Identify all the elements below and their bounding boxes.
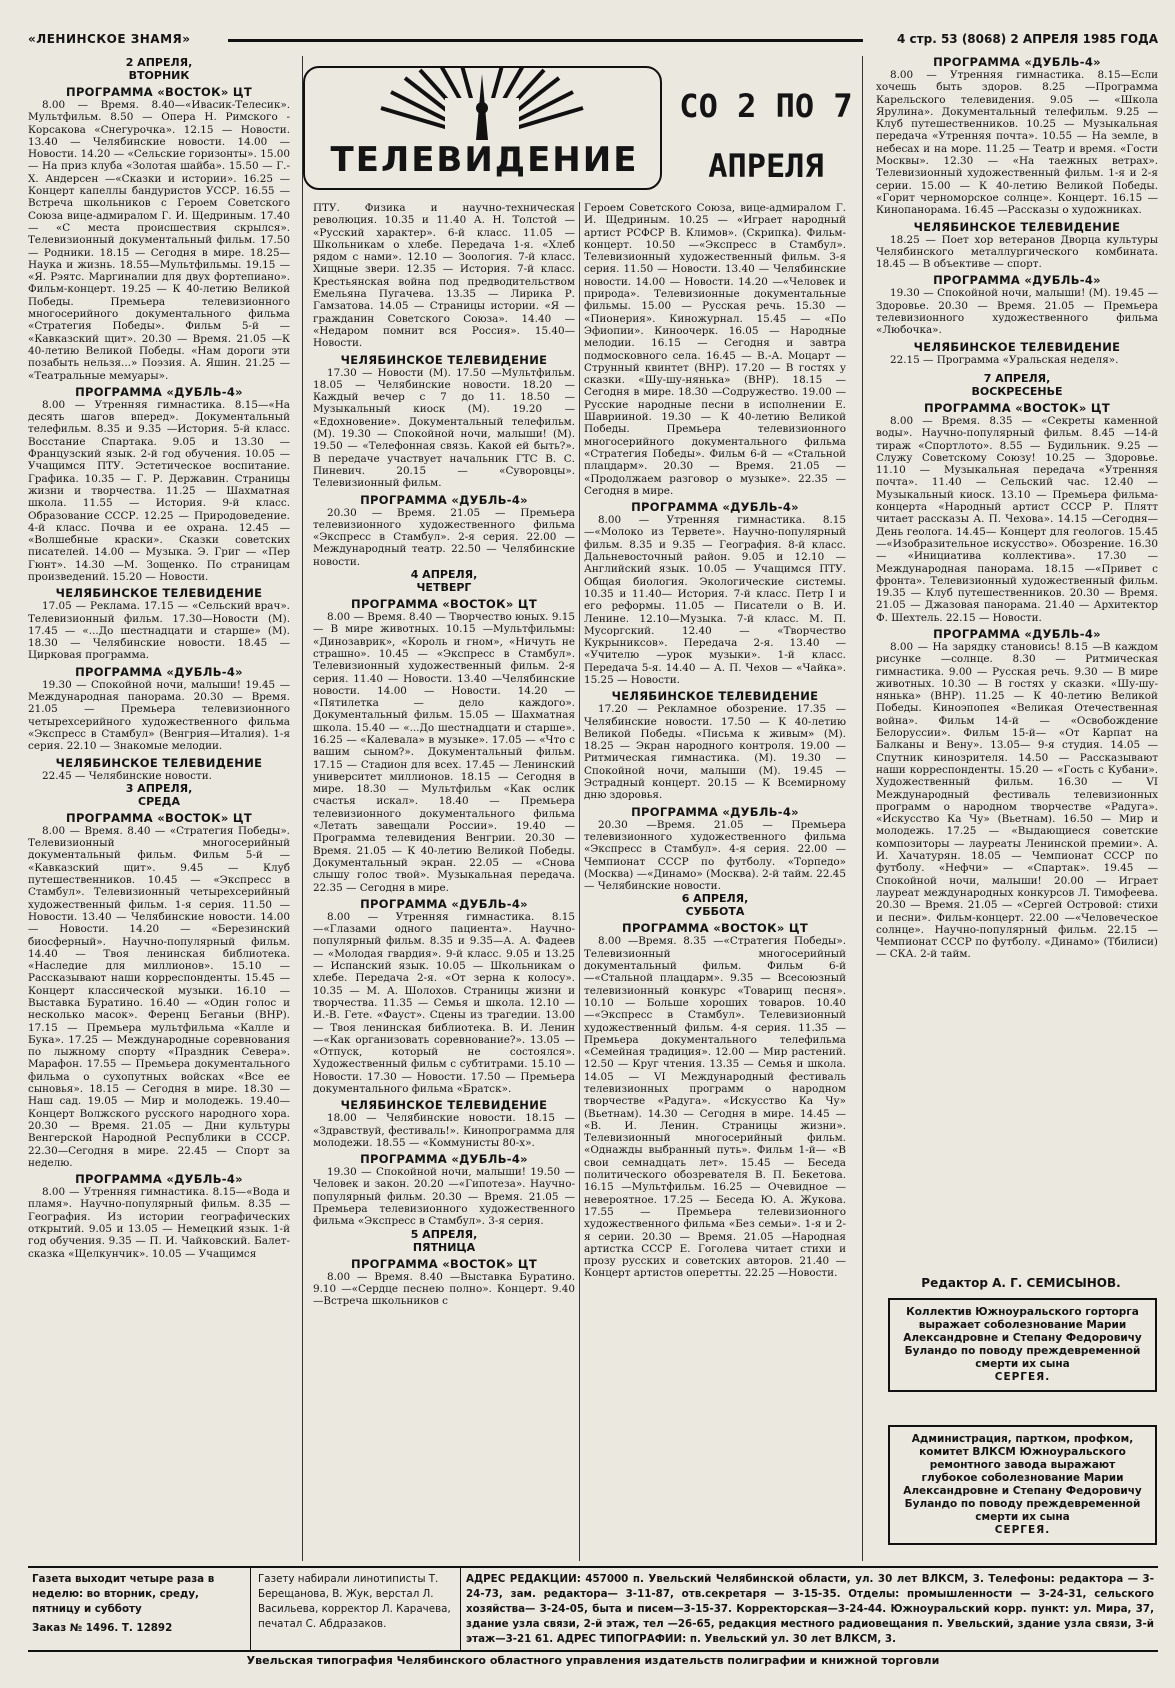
program-title: ПРОГРАММА «ДУБЛЬ-4»: [75, 384, 243, 399]
tv-logo-box: [303, 66, 662, 190]
date-range-top: СО 2 ПО 7: [679, 87, 853, 125]
program-title: ЧЕЛЯБИНСКОЕ ТЕЛЕВИДЕНИЕ: [913, 339, 1121, 354]
newspaper-page: [28, 28, 1158, 1678]
condolence-notice: [888, 1425, 1157, 1545]
section-masthead: [303, 58, 858, 198]
column-divider: [862, 56, 863, 1561]
program-title: ПРОГРАММА «ДУБЛЬ-4»: [360, 492, 528, 507]
weekday-heading: ВТОРНИК: [128, 69, 190, 82]
day-heading: 5 АПРЕЛЯ,: [410, 1227, 478, 1241]
weekday-heading: СУББОТА: [685, 905, 745, 919]
program-listing: 17.20 — Рекламное обозрение. 17.35 — Челябинские новости. 17.50 — К 40-летию Великой Победы. «Письма к живым» (М). 18.25 — Экран народного контроля. 19.00 — Ритмическая гимнастика. (М). 19.30 — Спокойной ночи, малыши (М). 19.45 —Эстрадный концерт. 20.15 — К Всемирному дню здоровья.: [584, 703, 846, 802]
typesetters: Газету набирали линотиписты Т. Берещанова, В. Жук, верстал Л. Васильева, корректор Л. Карачева, печатал С. Абдразаков.: [258, 1573, 451, 1630]
program-listing: 8.00 — Время. 8.35 — «Секреты каменной воды». Научно-популярный фильм. 8.45 —14-й тираж «Спортлото». 8.55 — Будильник. 9.25 — Служу Советскому Союзу! 10.25 — Здоровье. 11.10 — Музыкальная передача «Утренняя почта». 11.40 — Сельский час. 12.40 — Музыкальный киоск. 13.10 — Премьера фильма-концерта «Народный артист СССР Р. Плятт читает рассказы А. П. Чехова». 14.15 —Сегодня—День геолога. 14.45— Концерт для геологов. 15.45 —«Изобразительное искусство». Обозрение. 16.30— «Инициатива коллектива». 17.30 — Международная панорама. 18.15 —«Привет с фронта». Телевизионный художественный фильм. 19.35 — Клуб путешественников. 20.30 — Время. 21.05 — Джазовая панорама. 21.40 — Архитектор Ф. Шехтель. 22.15 — Новости.: [876, 414, 1158, 624]
column-divider: [579, 202, 580, 1561]
program-title: ПРОГРАММА «ДУБЛЬ-4»: [360, 896, 528, 911]
printer-line: Увельская типография Челябинского областного управления издательств полиграфии и книжной торговли: [246, 1654, 940, 1667]
condolence-notice: [888, 1298, 1157, 1392]
program-title: ЧЕЛЯБИНСКОЕ ТЕЛЕВИДЕНИЕ: [913, 219, 1121, 234]
program-title: ПРОГРАММА «ВОСТОК» ЦТ: [622, 921, 808, 936]
program-listing: 8.00 — Утренняя гимнастика. 8.15—«Молоко из Тервете». Научно-популярный фильм. 8.35 и 9.35 — География. 8-й класс. Дальневосточный район. 9.05 и 12.10 — Английский язык. 10.05 — Учащимся ПТУ. Общая биология. Экологические системы. 10.35 и 11.40— История. 7-й класс. Петр I и его реформы. 11.05 — Писатели о В. И. Ленине. 12.10—Музыка. 7-й класс. М. П. Мусоргский. 12.40 — «Творчество Кукрыниксов». Передача 2-я. 13.40 — «Учителю —урок музыки». 1-й класс. Передача 5-я. 14.40 — А. П. Чехов — «Чайка». 15.25 — Новости.: [584, 514, 846, 686]
program-listing: Героем Советского Союза, вице-адмиралом Г. И. Щедриным. 10.25 — «Играет народный артист РСФСР В. Климов». (Скрипка). Фильм-концерт. 10.50 —«Экспресс в Стамбул». Телевизионный художественный фильм. 3-я серия. 11.50 — Новости. 13.40 — Челябинские новости. 14.00 — Новости. 14.20 —«Человек и природа». Телевизионные документальные фильмы. 15.00 — Русская речь. 15.30 — «Пионерия». Киножурнал. 15.45 — «По Эфиопии». Киноочерк. 16.05 — Народные мелодии. 16.15 — Сегодня и завтра подмосковного села. 16.45 — В.-А. Моцарт — Струнный квинтет (ВНР). 17.20 — В гостях у сказки. «Шу-шу-нянька» (ВНР). 18.15 — Сегодня в мире. 18.30 —Содружество. 19.00 — Русские народные песни в исполнении Е. Шаврииной. 19.30 — К 40-летию Великой Победы. Премьера телевизионного многосерийного документального фильма «Стратегия Победы». Фильм 6-й — «Стальной плацдарм». 20.30 — Время. 21.05 — «Продолжаем разговор о музыке». 22.35 — Сегодня в мире.: [584, 202, 846, 497]
condolence-text: Администрация, партком, профком, комитет ВЛКСМ Южноуральского ремонтного завода выражают глубокое соболезнование Марии Александровне и Степану Федоровичу Буландо по поводу преждевременной смерти их сына: [903, 1433, 1142, 1523]
program-listing: 8.00 —Время. 8.35 —«Стратегия Победы». Телевизионный многосерийный документальный фильм. Фильм 6-й—«Стальной плацдарм». 9.35 — Всесоюзный телевизионный конкурс «Товарищ песня». 10.10 — Больше хороших товаров. 10.40 —«Экспресс в Стамбул». Телевизионный художественный фильм. 4-я серия. 11.35 — Премьера документального телефильма «Семейная традиция». 12.00 — Мир растений. 12.50 — Круг чтения. 13.35 — Семья и школа. 14.05 — VI Международный фестиваль телевизионных программ о народном творчестве «Радуга». «Искусство Ка Чу» (Вьетнам). 14.30 — Сегодня в мире. 14.45 — «В. И. Ленин. Страницы жизни». Телевизионный многосерийный фильм. «Однажды выбранный путь». Фильм 1-й— «В свои семнадцать лет». 15.45 — Беседа политического обозревателя В. П. Бекетова. 16.15 —Мультфильм. 16.25 — Очевидное —невероятное. 17.25 — Беседа Ю. А. Жукова. 17.55 — Премьера телевизионного художественного фильма «Без семьи». 1-я и 2-я серии. 20.30 — Время. 21.05 —Народная артистка СССР Е. Гоголева читает стихи и прозу русских и советских авторов. 21.40 — Концерт артистов оперетты. 22.25 —Новости.: [584, 935, 846, 1280]
program-listing: 8.00 — Время. 8.40 —Выставка Буратино. 9.10 —«Сердце песнею полно». Концерт. 9.40 —Встреча школьников с: [313, 1270, 575, 1308]
program-listing: 17.30 — Новости (М). 17.50 —Мультфильм. 18.05 — Челябинские новости. 18.20 — Каждый вечер с 7 до 11. 18.50 — Музыкальный киоск (М). 19.20 — «Едохновение». Документальный телефильм. (М). 19.30 — Спокойной ночи, малыши! (М). 19.50 — «Телефонная связь. Какой ей быть?». В передаче участвует начальник ГТС В. С. Пиневич. 20.15 — «Суворовцы». Телевизионный фильм.: [313, 366, 575, 490]
weekday-heading: ПЯТНИЦА: [412, 1240, 476, 1254]
program-listing: 8.00 — Утренняя гимнастика. 8.15—«На десять шагов вперед». Документальный телефильм. 8.35 и 9.35 —История. 5-й класс. Восстание Спартака. 9.05 и 13.30 — Французский язык. 2-й год обучения. 10.05 — Учащимся ПТУ. Эстетическое воспитание. Графика. 10.35 — Г. Р. Державин. Страницы жизни и творчества. 11.25 — Шахматная школа. 11.55 — История. 9-й класс. Образование СССР. 12.25 — Природоведение. 4-й класс. Почва и ее охрана. 12.45 — «Волшебные краски». Сказки советских писателей. 14.00 — Музыка. Э. Григ — «Пер Гюнт». 14.30 —М. Зощенко. По страницам произведений. 15.20 — Новости.: [28, 398, 290, 583]
program-listing: 22.45 — Челябинские новости.: [42, 769, 212, 782]
program-listing: 8.00 — Утренняя гимнастика. 8.15—«Глазами одного пациента». Научно-популярный фильм. 8.35 и 9.35—А. А. Фадеев — «Молодая гвардия». 9-й класс. 9.05 и 13.25 — Испанский язык. 10.05 — Школьникам о хлебе. Передача 2-я. «От зерна к колосу». 10.35 — М. А. Шолохов. Страницы жизни и творчества. 11.35 — Семья и школа. 12.10 — И.-В. Гете. «Фауст». Сцены из трагедии. 13.00 — Твоя ленинская библиотека. В. И. Ленин —«Как организовать соревнование?». 13.05 — «Отпуск, который не состоялся». Художественный фильм с субтитрами. 15.10 — Новости. 17.30 — Новости. 17.50 — Премьера документального фильма «Братск».: [313, 910, 575, 1095]
weekday-heading: ЧЕТВЕРГ: [416, 581, 472, 595]
program-listing: 18.00 — Челябинские новости. 18.15 — «Здравствуй, фестиваль!». Кинопрограмма для молодежи. 18.55 — «Коммунисты 80-х».: [313, 1112, 575, 1149]
program-title: ПРОГРАММА «ДУБЛЬ-4»: [933, 626, 1101, 641]
column-divider: [302, 56, 303, 1561]
program-listing: 22.15 — Программа «Уральская неделя».: [890, 353, 1119, 366]
program-listing: 8.00 — Время. 8.40 — Творчество юных. 9.15 — В мире животных. 10.15 —Мультфильмы: «Динозаврик», «Король и гном», «Ничуть не страшно». 10.45 — «Экспресс в Стамбул». Телевизионный художественный фильм. 2-я серия. 11.40 — Новости. 13.40 —Челябинские новости. 14.00 — Новости. 14.20 — «Пятилетка — дело каждого». Документальный фильм. 15.05 — Шахматная школа. 15.40 — «...До шестнадцати и старше». 16.25 — «Калевала» в музыке». 17.05 — «Что с вашим сыном?». Документальный фильм. 17.15 — Стадион для всех. 17.45 — Ленинский университет миллионов. 18.15 — Сегодня в мире. 18.30 — Мультфильм «Как ослик счастья искал». 18.40 — Премьера телевизионного документального фильма «Летать завещали России». 19.40 — Программа телевидения Венгрии. 20.30 — Время. 21.05 — К 40-летию Великой Победы. Документальный экран. 22.05 — «Снова слышу голос твой». Музыкальная передача. 22.35 — Сегодня в мире.: [313, 611, 575, 894]
order-number: Заказ № 1496. Т. 12892: [32, 1622, 173, 1634]
program-listing: 17.05 — Реклама. 17.15 — «Сельский врач». Телевизионный фильм. 17.30—Новости (М). 17.45 — «...До шестнадцати и старше» (М). 18.30 — Челябинские новости. 18.45 — Цирковая программа.: [28, 600, 290, 662]
date-range: [671, 58, 861, 198]
program-listing: 18.25 — Поет хор ветеранов Дворца культуры Челябинского металлургического комбината. 18.45 — В объективе — спорт.: [876, 233, 1158, 271]
day-heading: 3 АПРЕЛЯ,: [125, 781, 193, 795]
editor-signature: Редактор А. Г. СЕМИСЫНОВ.: [921, 1276, 1121, 1290]
day-heading: 7 АПРЕЛЯ,: [983, 371, 1051, 385]
program-title: ПРОГРАММА «ДУБЛЬ-4»: [631, 500, 799, 515]
condolence-name: СЕРГЕЯ.: [994, 1371, 1051, 1383]
program-listing: 8.00 — Время. 8.40—«Ивасик-Телесик». Мультфильм. 8.50 — Опера Н. Римского - Корсакова «Снегурочка». 12.15 — Новости. 13.40 — Челябинские новости. 14.00 — Новости. 14.20 — «Сельские горизонты». 15.00 — На приз клуба «Золотая шайба». 15.50 — Г.-Х. Андерсен —«Сказки и истории». 16.25 — Концерт капеллы бандуристов УССР. 16.55 — Встреча школьников с Героем Советского Союза вице-адмиралом Г. И. Щедриным. 17.40 — «С места происшествия скрылся». Телевизионный документальный фильм. 17.50 — Родники. 18.15 — Сегодня в мире. 18.25—Наука и жизнь. 18.55—Мультфильмы. 19.15 — «Я. Рэятс. Маргиналии для двух фортепиано». Фильм-концерт. 19.25 — К 40-летию Великой Победы. Премьера телевизионного многосерийного документального фильма «Стратегия Победы». Фильм 5-й — «Кавказский щит». 20.30 — Время. 21.05 —К 40-летию Великой Победы. «Нам дороги эти позабыть нельзя...» Поэзия. А. Яшин. 21.25 — «Театральные мемуары».: [28, 99, 290, 382]
weekday-heading: СРЕДА: [138, 794, 180, 808]
program-title: ЧЕЛЯБИНСКОЕ ТЕЛЕВИДЕНИЕ: [55, 586, 263, 601]
program-listing: 8.00 — Утренняя гимнастика. 8.15—Если хочешь быть здоров. 8.25 —Программа Карельского телевидения. 9.05 — «Школа Ярулина». Документальный телефильм. 9.25 — Клуб путешественников. 10.25 — Музыкальная передача «Утренняя почта». 10.55 — На земле, в небесах и на море. 11.25 — Театр и время. «Гости Москвы». 12.30 — «На таежных ветрах». Телевизионный художественный фильм. 1-я и 2-я серии. 15.00 — К 40-летию Великой Победы. «Горит черноморское солнце». Концерт. 16.15 —Кинопанорама. 16.45 —Рассказы о художниках.: [876, 69, 1158, 217]
column-3: [584, 202, 846, 1561]
newspaper-title: «ЛЕНИНСКОЕ ЗНАМЯ»: [28, 32, 191, 46]
program-listing: 20.30 —Время. 21.05 — Премьера телевизионного художественного фильма «Экспресс в Стамбул». 4-я серия. 22.00 — Чемпионат СССР по футболу. «Торпедо» (Москва) —«Динамо» (Москва). 2-й тайм. 22.45 — Челябинские новости.: [584, 818, 846, 893]
program-title: ЧЕЛЯБИНСКОЕ ТЕЛЕВИДЕНИЕ: [340, 1098, 548, 1113]
program-listing: ПТУ. Физика и научно-техническая революция. 10.35 и 11.40 А. Н. Толстой — «Русский характер». 6-й класс. 11.05 — Школьникам о хлебе. Передача 1-я. «Хлеб рядом с нами». 12.10 — Зоология. 7-й класс. Хищные звери. 12.35 — История. 7-й класс. Крестьянская война под предводительством Емельяна Пугачева. 13.35 — Лирика Р. Гамзатова. 14.05 — Страницы истории. «Я — гражданин Советского Союза». 14.40 — «Недаром помнит вся Россия». 15.40—Новости.: [313, 202, 575, 350]
program-title: ПРОГРАММА «ВОСТОК» ЦТ: [351, 597, 537, 612]
footer-divider: [460, 1568, 461, 1650]
program-listing: 19.30 — Спокойной ночи, малыши! 19.50 — Человек и закон. 20.20 —«Гипотеза». Научно-популярный фильм. 20.30 — Время. 21.05 — Премьера телевизионного художественного фильма «Экспресс в Стамбул». 3-я серия.: [313, 1166, 575, 1228]
date-range-bottom: АПРЕЛЯ: [708, 147, 824, 185]
day-heading: 2 АПРЕЛЯ,: [125, 56, 193, 69]
program-listing: 8.00 — Утренняя гимнастика. 8.15—«Вода и пламя». Научно-популярный фильм. 8.35 — География. Из истории географических открытий. 9.05 и 13.05 — Немецкий язык. 1-й год обучения. 9.35 — П. И. Чайковский. Балет-сказка «Щелкунчик». 10.05 — Учащимся: [28, 1186, 290, 1260]
program-title: ПРОГРАММА «ВОСТОК» ЦТ: [66, 810, 252, 825]
schedule-text: Газета выходит четыре раза в неделю: во вторник, среду, пятницу и субботу: [32, 1573, 215, 1615]
column-2: [313, 202, 575, 1561]
column-4: [876, 56, 1158, 1271]
program-title: ПРОГРАММА «ДУБЛЬ-4»: [360, 1152, 528, 1167]
condolence-name: СЕРГЕЯ.: [994, 1524, 1051, 1536]
publication-schedule: [32, 1572, 242, 1636]
editorial-address: АДРЕС РЕДАКЦИИ: 457000 п. Увельский Челябинской области, ул. 30 лет ВЛКСМ, 3. Телефоны: редактора — 3-24-73, зам. редактора— 3-11-87, отв.секретаря — 3-15-35. Отделы: промышленности — 3-24-31, сельского хозяйства— 3-24-05, быта и писем—3-15-37. Корректорская—3-24-44. Южноуральский корр. пункт: ул. Мира, 37, здание узла связи, 2-й этаж, тел —26-65, редакция местного радиовещания п. Увельский, здание узла связи, 3-й этаж—3-21 61. АДРЕС ТИПОГРАФИИ: п. Увельский ул. 30 лет ВЛКСМ, 3.: [466, 1573, 1154, 1645]
program-listing: 20.30 — Время. 21.05 — Премьера телевизионного художественного фильма «Экспресс в Стамбул». 2-я серия. 22.00 — Международный театр. 22.50 — Челябинские новости.: [313, 506, 575, 568]
program-title: ПРОГРАММА «ДУБЛЬ-4»: [933, 273, 1101, 288]
day-heading: 4 АПРЕЛЯ,: [410, 568, 478, 582]
day-heading: 6 АПРЕЛЯ,: [681, 892, 749, 906]
program-listing: 8.00 — На зарядку становись! 8.15 —В каждом рисунке —солнце. 8.30 — Ритмическая гимнастика. 9.00 — Русская речь. 9.30 — В мире животных. 10.30 — В гостях у сказки. «Шу-шу-нянька» (ВНР). 11.25 — К 40-летию Великой Победы. Киноэпопея «Великая Отечественная война». Фильм 14-й — «Освобождение Белоруссии». Фильм 15-й— «От Карпат на Балканы и Вену». 13.05— 9-я студия. 14.05 —Спутник кинозрителя. 14.50 — Рассказывают наши корреспонденты. 15.20 — «Гость с Кубани». Художественный фильм. 16.30 — VI Международный фестиваль телевизионных программ о народном творчестве «Радуга». «Искусство Ка Чу» (Вьетнам). 16.50 — Мир и молодежь. 17.25 — «Выдающиеся советские композиторы — лауреаты Ленинской премии». А. И. Хачатурян. 18.05 — Чемпионат СССР по футболу. «Нефчи» — «Спартак». 19.45 — Спокойной ночи, малыши! 20.00 — Играет лауреат международных конкурсов Л. Тимофеева. 20.30 — Время. 21.05 — «Сергей Островой: стихи и песни». Фильм-концерт. 22.00 —«Человеческое солнце». Научно-популярный фильм. 22.15 — Чемпионат СССР по футболу. «Динамо» (Тбилиси) — СКА. 2-й тайм.: [876, 640, 1158, 961]
header-rule: [228, 39, 863, 42]
issue-info: 4 стр. 53 (8068) 2 АПРЕЛЯ 1985 ГОДА: [897, 32, 1158, 46]
program-title: ПРОГРАММА «ВОСТОК» ЦТ: [924, 400, 1110, 415]
program-title: ПРОГРАММА «ДУБЛЬ-4»: [75, 664, 243, 679]
footer-divider: [250, 1568, 251, 1650]
condolence-text: Коллектив Южноуральского горторга выражает соболезнование Марии Александровне и Степану Федоровичу Буландо по поводу преждевременной смерти их сына: [903, 1306, 1142, 1370]
program-title: ПРОГРАММА «ВОСТОК» ЦТ: [66, 85, 252, 99]
program-title: ПРОГРАММА «ВОСТОК» ЦТ: [351, 1256, 537, 1271]
column-1: [28, 56, 290, 1561]
imprint-footer: [28, 1566, 1158, 1652]
program-title: ЧЕЛЯБИНСКОЕ ТЕЛЕВИДЕНИЕ: [611, 689, 819, 704]
weekday-heading: ВОСКРЕСЕНЬЕ: [971, 384, 1063, 398]
page-header: [28, 28, 1158, 50]
program-listing: 19.30 — Спокойной ночи, малыши! 19.45 — Международная панорама. 20.30 — Время. 21.05 — Премьера телевизионного четырехсерийного художественного фильма «Экспресс в Стамбул» (Венгрия—Италия). 1-я серия. 22.10 — Знакомые мелодии.: [28, 678, 290, 753]
program-title: ЧЕЛЯБИНСКОЕ ТЕЛЕВИДЕНИЕ: [55, 755, 263, 770]
section-title: ТЕЛЕВИДЕНИЕ: [315, 140, 654, 180]
program-title: ПРОГРАММА «ДУБЛЬ-4»: [631, 804, 799, 819]
program-title: ЧЕЛЯБИНСКОЕ ТЕЛЕВИДЕНИЕ: [340, 352, 548, 367]
program-listing: 8.00 — Время. 8.40 — «Стратегия Победы». Телевизионный многосерийный документальный фильм. Фильм 5-й — «Кавказский щит». 9.45 — Клуб путешественников. 10.45 — «Экспресс в Стамбул». Телевизионный четырехсерийный художественный фильм. 1-я серия. 11.50 — Новости. 13.40 — Челябинские новости. 14.00 — Новости. 14.20 — «Березинский биосферный». Научно-популярный фильм. 14.40 — Твоя ленинская библиотека. «Наследие для миллионов». 15.10 — Рассказывают наши корреспонденты. 15.45 — Концерт классической музыки. 16.10 — Выставка Буратино. 16.40 — «Один голос и несколько масок». Ференц Беганьи (ВНР). 17.15 — Премьера мультфильма «Калле и Бука». 17.25 — Международные соревнования по лыжному спорту «Праздник Севера». Марафон. 17.55 — Премьера документального фильма о сухопутных войсках «Все ее сыновья». 18.15 — Сегодня в мире. 18.30 — Наш сад. 19.05 — Мир и молодежь. 19.40— Концерт Волжского русского народного хора. 20.30 — Время. 21.05 — Дни культуры Венгерской Народной Республики в СССР. 22.30—Сегодня в мире. 22.45 — Спорт за неделю.: [28, 824, 290, 1169]
program-listing: 19.30 — Спокойной ночи, малыши! (М). 19.45 — Здоровье. 20.30 — Время. 21.05 — Премьера телевизионного художественного фильма «Любочка».: [876, 287, 1158, 337]
program-title: ПРОГРАММА «ДУБЛЬ-4»: [75, 1172, 243, 1187]
program-title: ПРОГРАММА «ДУБЛЬ-4»: [933, 56, 1101, 69]
